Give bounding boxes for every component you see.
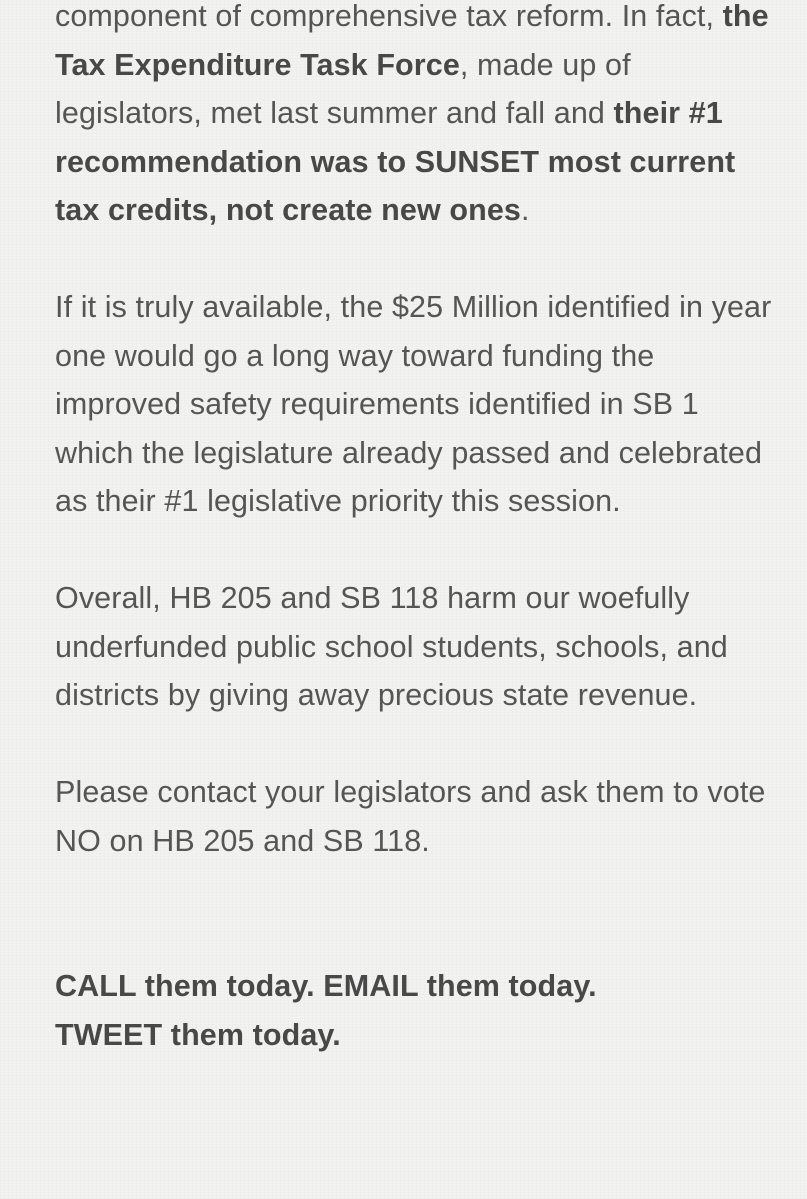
paragraph-funding: If it is truly available, the $25 Million identified in year one would go a long way toward funding the improved safety requirements identified in SB 1 which the legislature already passed and celebrated as their #1 legislative priority this session.: [55, 290, 772, 518]
bold-call-to-action: CALL them today. EMAIL them today. TWEET them today.: [55, 969, 597, 1052]
bold-task-force: the Tax Expenditure Task Force: [55, 0, 769, 82]
paragraph-tax-reform: [55, 0, 775, 235]
note-body: [55, 0, 775, 1059]
paragraph-overall: Overall, HB 205 and SB 118 harm our woefully underfunded public school students, schools, and districts by giving away precious state revenue.: [55, 581, 728, 712]
text-segment: component of comprehensive tax reform. In fact,: [55, 0, 723, 33]
text-segment: .: [520, 193, 530, 227]
bold-recommendation: their #1 recommendation was to SUNSET most current tax credits, not create new ones: [55, 96, 736, 227]
blank-line: [55, 914, 775, 963]
paragraph-call-to-action: [55, 962, 615, 1059]
text-segment: , made up of legislators, met last summer and fall and: [55, 47, 631, 130]
paragraph-contact: Please contact your legislators and ask them to vote NO on HB 205 and SB 118.: [55, 775, 766, 858]
